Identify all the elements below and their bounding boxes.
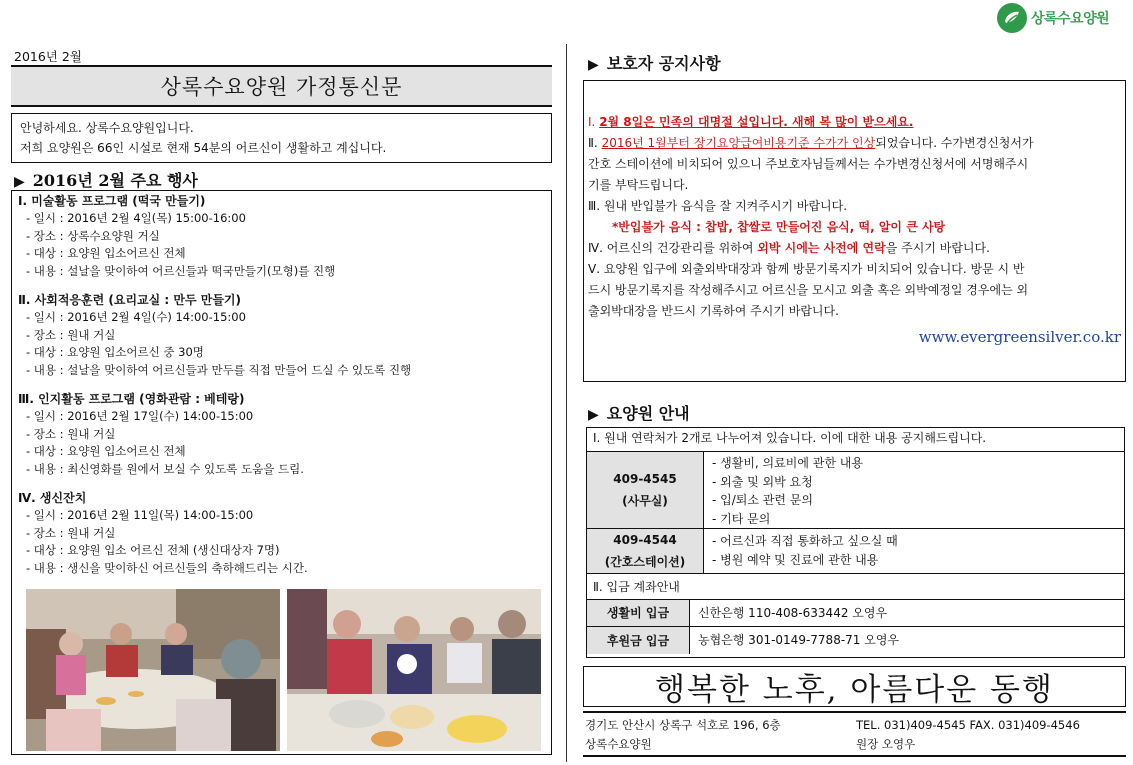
event-detail: - 대상 : 요양원 입소어르신 전체 <box>26 444 186 458</box>
event-detail: - 장소 : 상록수요양원 거실 <box>26 228 160 243</box>
facility-heading-text: 요양원 안내 <box>606 404 690 423</box>
newsletter-title: 상록수요양원 가정통신문 <box>160 75 403 99</box>
event-photo-right <box>287 589 541 751</box>
event-item <box>18 193 545 280</box>
account-row <box>587 600 1124 627</box>
footer-address: 경기도 안산시 상록구 석호로 196, 6층 <box>585 718 781 732</box>
phone-label <box>587 529 704 573</box>
notice-text: 2월 8일은 민족의 대명절 설입니다. 새해 복 많이 받으세요. <box>599 115 914 129</box>
triangle-bullet-icon: ▶ <box>588 57 599 73</box>
event-detail: - 대상 : 요양원 입소어르신 중 30명 <box>26 345 204 359</box>
facility-intro: Ⅰ. 원내 연락처가 2개로 나누어져 있습니다. 이에 대한 내용 공지해드립니다. <box>587 428 1124 452</box>
triangle-bullet-icon: ▶ <box>588 407 599 423</box>
facility-heading <box>588 401 690 424</box>
event-photos <box>26 589 541 751</box>
account-label: 생활비 입금 <box>587 600 690 626</box>
greeting-line: 저희 요양원은 66인 시설로 현재 54분의 어르신이 생활하고 계십니다. <box>20 141 387 155</box>
notice-text: 간호 스테이션에 비치되어 있으니 주보호자님들께서는 수가변경신청서에 서명해주시 <box>588 157 1029 171</box>
notice-item-5: Ⅴ. 요양원 입구에 외출외박대장과 함께 방문기록지가 비치되어 있습니다. 방문 시 반 <box>588 262 1025 276</box>
notice-box <box>583 80 1126 382</box>
notice-text: 드시 방문기록지를 작성해주시고 어르신을 모시고 외출 혹은 외박예정일 경우에는 외 <box>588 283 1029 297</box>
triangle-bullet-icon: ▶ <box>14 174 25 190</box>
phone-row <box>587 529 1124 574</box>
notice-text: 을 주시기 바랍니다. <box>885 241 990 255</box>
event-detail: - 내용 : 설날을 맞이하여 어르신들과 만두를 직접 만들어 드실 수 있도록 진행 <box>26 362 412 377</box>
events-heading <box>14 168 198 191</box>
event-title: Ⅰ. 미술활동 프로그램 (떡국 만들기) <box>18 194 206 208</box>
event-title: Ⅲ. 인지활동 프로그램 (영화관람 : 베테랑) <box>18 392 245 406</box>
account-value: 신한은행 110-408-633442 오영우 <box>698 606 888 620</box>
event-detail: - 장소 : 원내 거실 <box>26 426 116 441</box>
event-detail: - 일시 : 2016년 2월 11일(목) 14:00-15:00 <box>26 508 254 522</box>
notice-text: Ⅳ. 어르신의 건강관리를 위하여 <box>588 241 758 255</box>
phone-description <box>704 529 906 573</box>
notice-item-1 <box>588 112 1121 133</box>
account-value: 농협은행 301-0149-7788-71 오영우 <box>698 633 900 647</box>
notice-highlight: 외박 시에는 사전에 연락 <box>757 241 886 255</box>
notice-number: Ⅰ. <box>588 115 596 129</box>
account-row <box>587 627 1124 654</box>
footer <box>583 711 1126 757</box>
phone-topic: - 어르신과 직접 통화하고 싶으실 때 <box>712 534 898 548</box>
phone-dept: (사무실) <box>622 494 668 508</box>
account-label: 후원금 입금 <box>587 627 690 654</box>
accounts-heading: Ⅱ. 입금 계좌안내 <box>587 574 1124 600</box>
event-detail: - 내용 : 최신영화를 원에서 보실 수 있도록 도움을 드림. <box>26 461 304 476</box>
phone-topic: - 외출 및 외박 요청 <box>712 474 813 489</box>
newsletter-title-box <box>11 65 552 107</box>
phone-row <box>587 452 1124 529</box>
phone-label <box>587 452 704 528</box>
phone-number: 409-4544 <box>613 533 677 547</box>
notice-item-2 <box>588 133 1121 154</box>
phone-topic: - 입/퇴소 관련 문의 <box>712 493 813 507</box>
phone-topic: - 생활비, 의료비에 관한 내용 <box>712 456 863 470</box>
footer-row <box>585 716 1124 735</box>
leaf-icon <box>997 3 1027 33</box>
footer-director: 원장 오영우 <box>856 737 916 751</box>
event-detail: - 내용 : 생신을 맞이하신 어르신들의 축하해드리는 시간. <box>26 560 308 575</box>
notice-text: 되었습니다. 수가변경신청서가 <box>875 136 1034 150</box>
phone-topic: - 병원 예약 및 진료에 관한 내용 <box>712 552 879 567</box>
event-item <box>18 391 545 478</box>
brand-logo <box>997 3 1125 33</box>
event-title: Ⅱ. 사회적응훈련 (요리교실 : 만두 만들기) <box>18 293 242 307</box>
event-detail: - 일시 : 2016년 2월 4일(목) 15:00-16:00 <box>26 211 246 225</box>
motto-text: 행복한 노후, 아름다운 동행 <box>655 672 1054 708</box>
notice-item-3: Ⅲ. 원내 반입불가 음식을 잘 지켜주시기 바랍니다. <box>588 199 848 213</box>
events-heading-text: 2016년 2월 주요 행사 <box>32 171 198 190</box>
notice-number: Ⅱ. <box>588 136 598 150</box>
footer-name: 상록수요양원 <box>585 737 652 751</box>
column-divider <box>566 44 567 762</box>
event-item <box>18 490 545 577</box>
notice-item-4 <box>588 238 1121 259</box>
greeting-line: 안녕하세요. 상록수요양원입니다. <box>20 121 194 135</box>
issue-date: 2016년 2월 <box>14 49 82 64</box>
notice-heading-text: 보호자 공지사항 <box>606 54 721 73</box>
event-detail: - 장소 : 원내 거실 <box>26 327 116 342</box>
notice-text: 출외박대장을 반드시 기록하여 주시기 바랍니다. <box>588 304 839 318</box>
phone-topic: - 기타 문의 <box>712 511 771 526</box>
notice-highlight: 2016년 1월부터 장기요양급여비용기준 수가가 인상 <box>601 136 876 150</box>
phone-description <box>704 452 871 528</box>
facility-table <box>586 427 1125 658</box>
notice-heading <box>588 51 721 74</box>
footer-contact: TEL. 031)409-4545 FAX. 031)409-4546 <box>856 718 1080 732</box>
event-detail: - 일시 : 2016년 2월 17일(수) 14:00-15:00 <box>26 409 254 423</box>
event-photo-left <box>26 589 280 751</box>
notice-forbidden-foods: *반입불가 음식 : 찹밥, 찹쌀로 만들어진 음식, 떡, 알이 큰 사탕 <box>612 220 946 234</box>
notice-text: 기를 부탁드립니다. <box>588 178 689 192</box>
event-title: Ⅳ. 생신잔치 <box>18 491 87 505</box>
phone-dept: (간호스테이션) <box>604 555 686 569</box>
event-detail: - 대상 : 요양원 입소 어르신 전체 (생신대상자 7명) <box>26 543 280 557</box>
phone-number: 409-4545 <box>613 472 677 486</box>
footer-row <box>585 735 1124 754</box>
motto-box <box>583 666 1126 707</box>
greeting-box <box>11 113 552 163</box>
event-detail: - 대상 : 요양원 입소어르신 전체 <box>26 246 186 260</box>
event-detail: - 장소 : 원내 거실 <box>26 525 116 540</box>
event-detail: - 내용 : 설날을 맞이하여 어르신들과 떡국만들기(모형)를 진행 <box>26 263 336 278</box>
event-detail: - 일시 : 2016년 2월 4일(수) 14:00-15:00 <box>26 310 246 324</box>
logo-text: 상록수요양원 <box>1031 11 1110 27</box>
event-item <box>18 292 545 379</box>
website-link[interactable]: www.evergreensilver.co.kr <box>918 328 1121 346</box>
